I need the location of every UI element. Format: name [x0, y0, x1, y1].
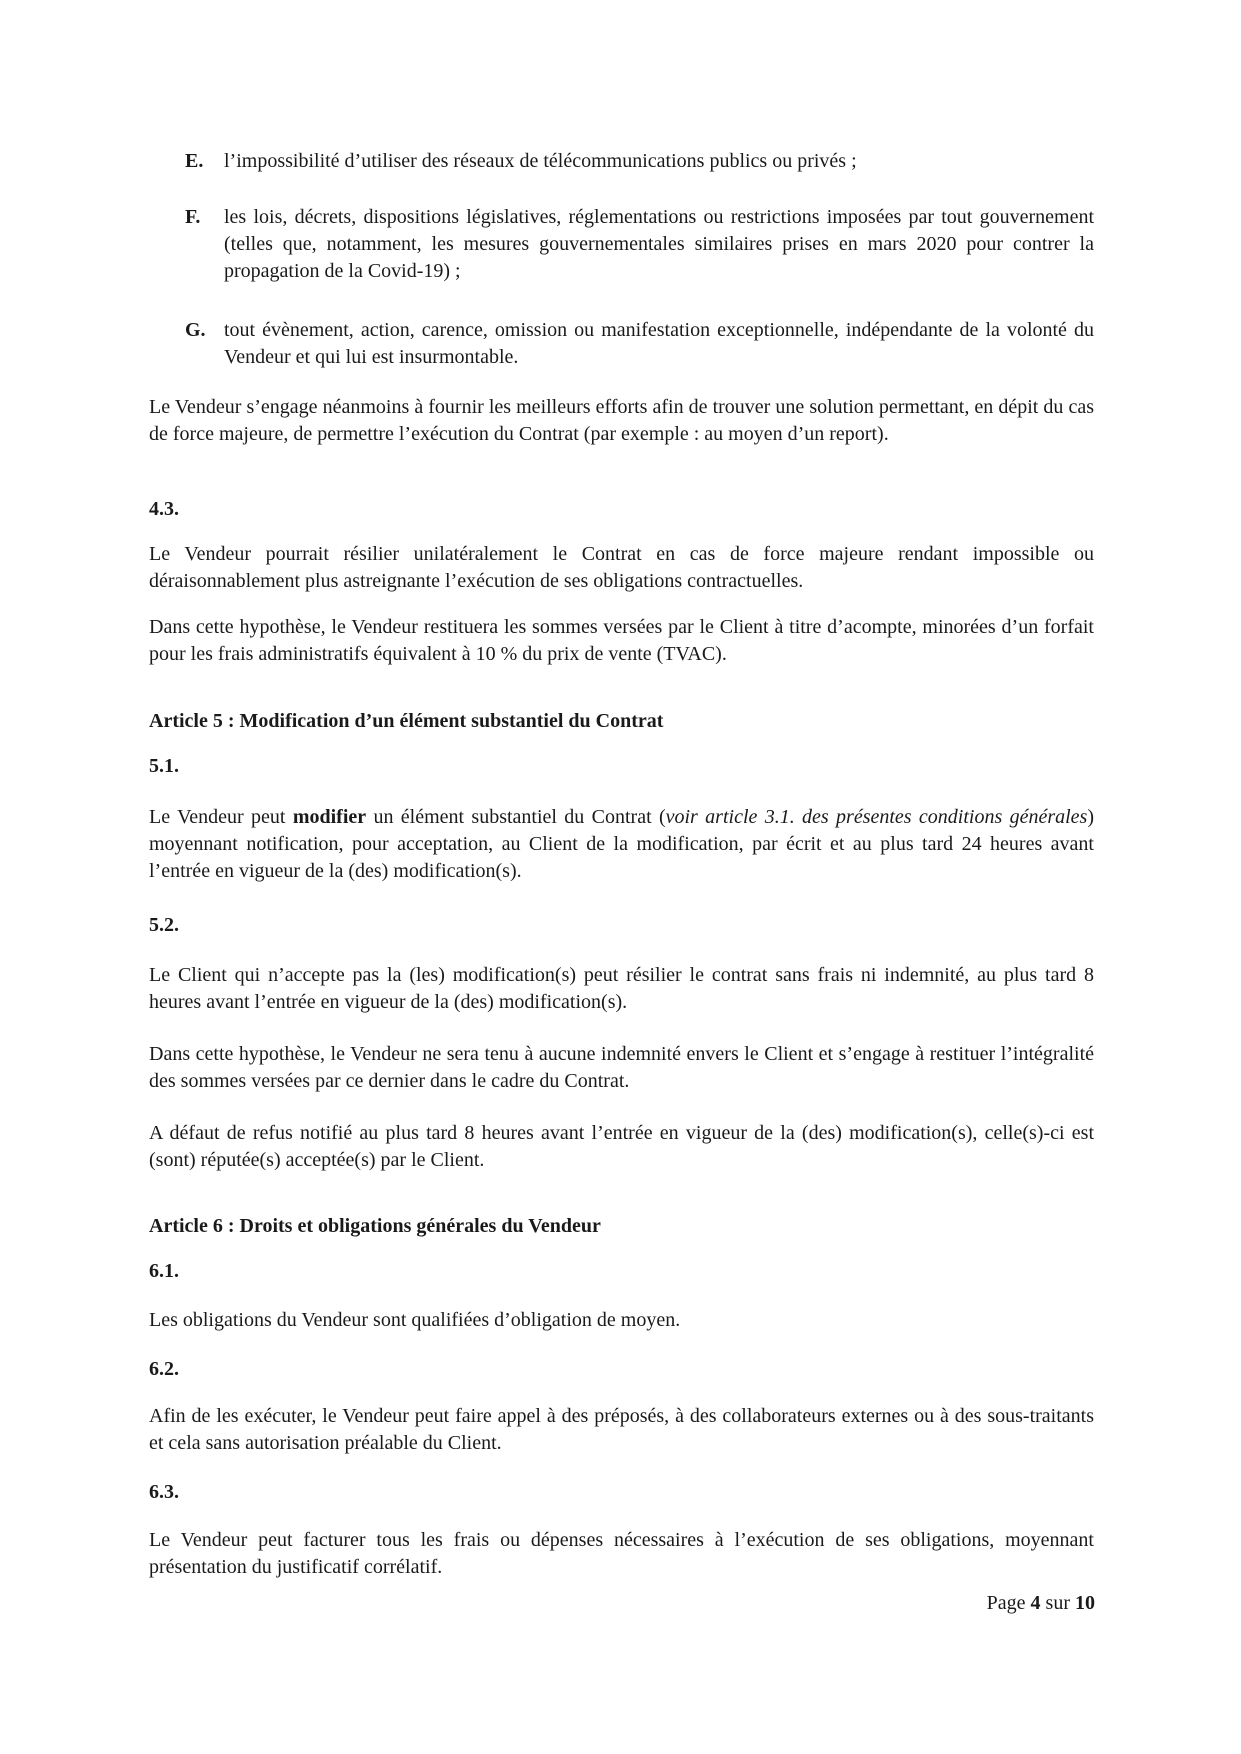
article-6-heading: Article 6 : Droits et obligations générales du Vendeur: [149, 1215, 601, 1237]
text-run: un élément substantiel du Contrat (: [366, 806, 666, 828]
section-number-6-2: 6.2.: [149, 1358, 179, 1380]
paragraph-5-1: [149, 804, 1094, 885]
paragraph-4-3-refund: Dans cette hypothèse, le Vendeur restituera les sommes versées par le Client à titre d’acompte, minorées d’un forfait pour les frais administratifs équivalent à 10 % du prix de vente (TVAC).: [149, 616, 1094, 665]
total-page-number: 10: [1075, 1592, 1095, 1614]
reference-article-3-1: voir article 3.1. des présentes conditions générales: [665, 806, 1088, 828]
list-text: les lois, décrets, dispositions législatives, réglementations ou restrictions imposées par tout gouvernement (telles que, notamment, les mesures gouvernementales similaires prises en mars 2020 pour contrer la propagation de la Covid-19) ;: [224, 206, 1094, 282]
emphasis-modifier: modifier: [292, 806, 367, 828]
paragraph-6-2: Afin de les exécuter, le Vendeur peut faire appel à des préposés, à des collaborateurs externes ou à des sous-traitants et cela sans autorisation préalable du Client.: [149, 1405, 1094, 1454]
list-item-f: [185, 204, 1094, 285]
page-number-footer: [987, 1590, 1095, 1617]
paragraph-force-majeure-effort: Le Vendeur s’engage néanmoins à fournir les meilleurs efforts afin de trouver une solution permettant, en dépit du cas de force majeure, de permettre l’exécution du Contrat (par exemple : au moyen d’un report).: [149, 396, 1094, 445]
list-letter: E.: [185, 150, 204, 172]
text-run: Le Vendeur peut: [149, 806, 293, 828]
list-item-g: [185, 317, 1094, 371]
footer-middle: sur: [1040, 1592, 1075, 1614]
article-5-heading: Article 5 : Modification d’un élément substantiel du Contrat: [149, 710, 664, 732]
current-page-number: 4: [1030, 1592, 1041, 1614]
list-letter: F.: [185, 206, 201, 228]
paragraph-5-2-acceptance: A défaut de refus notifié au plus tard 8 heures avant l’entrée en vigueur de la (des) modification(s), celle(s)-ci est (sont) réputée(s) acceptée(s) par le Client.: [149, 1122, 1094, 1171]
section-number-6-1: 6.1.: [149, 1260, 179, 1282]
section-number-5-1: 5.1.: [149, 755, 179, 777]
section-number-5-2: 5.2.: [149, 914, 179, 936]
section-number-4-3: 4.3.: [149, 498, 179, 520]
list-text: tout évènement, action, carence, omission ou manifestation exceptionnelle, indépendante de la volonté du Vendeur et qui lui est insurmontable.: [224, 319, 1094, 368]
list-letter: G.: [185, 319, 206, 341]
paragraph-6-1: Les obligations du Vendeur sont qualifiées d’obligation de moyen.: [149, 1309, 681, 1331]
list-text: l’impossibilité d’utiliser des réseaux de télécommunications publics ou privés ;: [224, 150, 857, 172]
paragraph-5-2-refusal: Le Client qui n’accepte pas la (les) modification(s) peut résilier le contrat sans frais ni indemnité, au plus tard 8 heures avant l’entrée en vigueur de la (des) modification(s).: [149, 964, 1094, 1013]
paragraph-4-3-termination: Le Vendeur pourrait résilier unilatéralement le Contrat en cas de force majeure rendant impossible ou déraisonnablement plus astreignante l’exécution de ses obligations contractuelles.: [149, 543, 1094, 592]
paragraph-6-3: Le Vendeur peut facturer tous les frais ou dépenses nécessaires à l’exécution de ses obligations, moyennant présentation du justificatif corrélatif.: [149, 1529, 1094, 1578]
list-item-e: [185, 148, 1094, 175]
text-run: ) moyennant notification, pour acceptation, au Client de la modification, par écrit et au plus tard 24 heures avant l’entrée en vigueur de la (des) modification(s).: [149, 806, 1094, 882]
paragraph-5-2-restitution: Dans cette hypothèse, le Vendeur ne sera tenu à aucune indemnité envers le Client et s’engage à restituer l’intégralité des sommes versées par ce dernier dans le cadre du Contrat.: [149, 1043, 1094, 1092]
footer-prefix: Page: [986, 1592, 1031, 1614]
section-number-6-3: 6.3.: [149, 1481, 179, 1503]
